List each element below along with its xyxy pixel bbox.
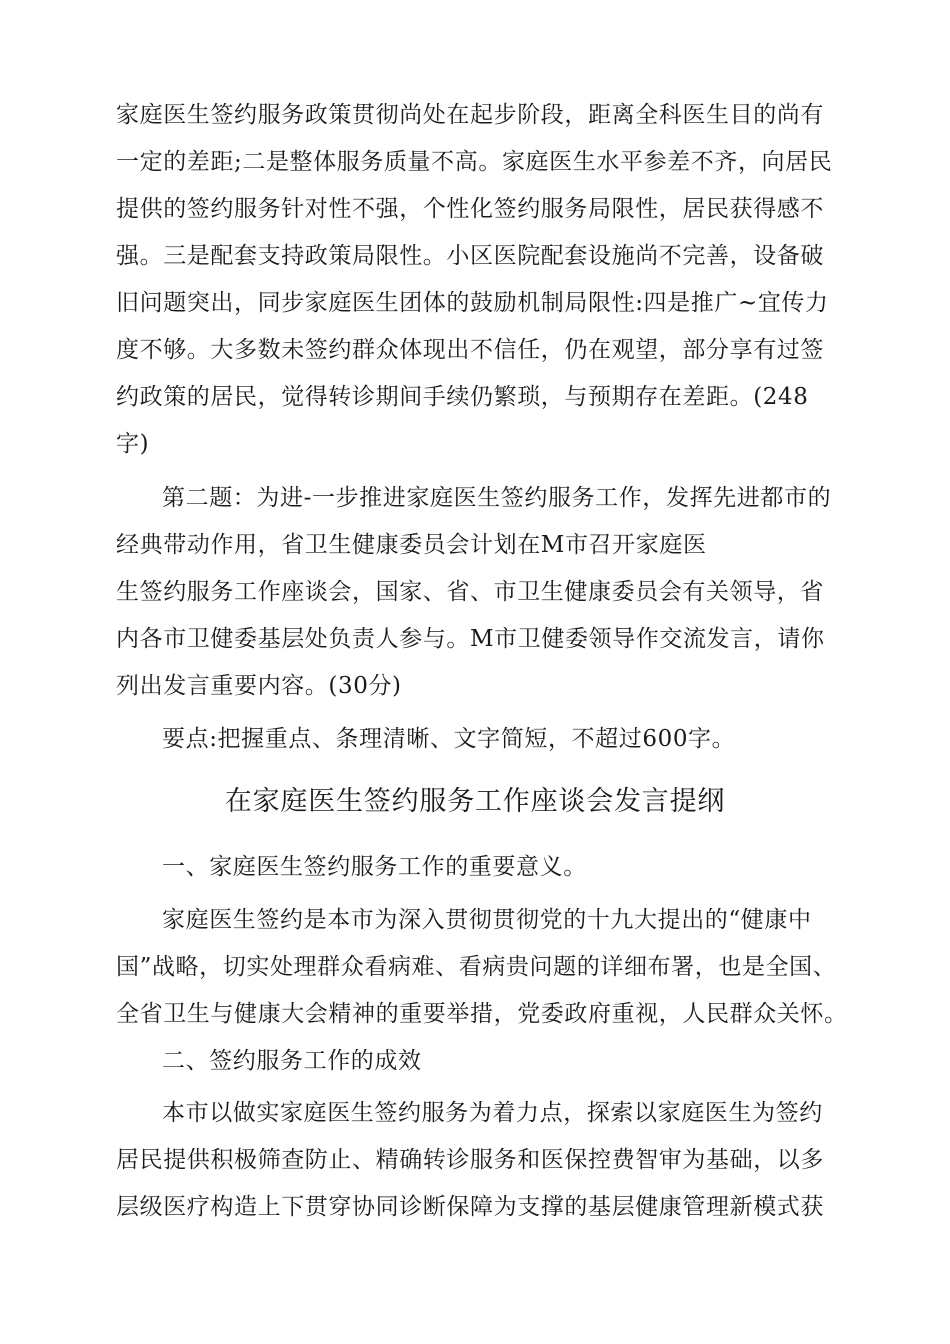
section-line: 家庭医生签约是本市为深入贯彻贯彻党的十九大提出的“健康中 — [162, 907, 812, 933]
page-title: 在家庭医生签约服务工作座谈会发言提纲 — [224, 786, 726, 817]
section-line: 层级医疗构造上下贯穿协同诊断保障为支撑的基层健康管理新模式获 — [116, 1194, 824, 1220]
paragraph-line: 强。三是配套支持政策局限性。小区医院配套设施尚不完善，设备破 — [116, 243, 824, 269]
paragraph-line: 字) — [116, 431, 150, 457]
section-line: 居民提供积极筛查防止、精确转诊服务和医保控费智审为基础，以多 — [116, 1147, 824, 1173]
section-heading: 二、签约服务工作的成效 — [162, 1048, 422, 1074]
paragraph-line: 旧问题突出，同步家庭医生团体的鼓励机制局限性:四是推广~宜传力 — [116, 290, 829, 316]
paragraph-line: 提供的签约服务针对性不强，个性化签约服务局限性，居民获得感不 — [116, 196, 824, 222]
question-line: 第二题：为进-一步推进家庭医生签约服务工作，发挥先进都市的 — [162, 485, 832, 511]
section-heading: 一、家庭医生签约服务工作的重要意义。 — [162, 854, 587, 880]
paragraph-line: 约政策的居民，觉得转诊期间手续仍繁琐，与预期存在差距。(248 — [116, 384, 809, 410]
question-line: 生签约服务工作座谈会，国家、省、市卫生健康委员会有关领导，省 — [116, 579, 824, 605]
question-line: 内各市卫健委基层处负责人参与。M市卫健委领导作交流发言，请你 — [116, 626, 825, 652]
question-line: 列出发言重要内容。(30分) — [116, 673, 402, 699]
section-line: 国”战略，切实处理群众看病难、看病贵问题的详细布署，也是全国、 — [116, 954, 837, 980]
question-line: 经典带动作用，省卫生健康委员会计划在M市召开家庭医 — [116, 532, 707, 558]
section-line: 全省卫生与健康大会精神的重要举措，党委政府重视，人民群众关怀。 — [116, 1001, 848, 1027]
section-line: 本市以做实家庭医生签约服务为着力点，探索以家庭医生为签约 — [162, 1100, 823, 1126]
paragraph-line: 度不够。大多数未签约群众体现出不信任，仍在观望，部分享有过签 — [116, 337, 824, 363]
paragraph-line: 家庭医生签约服务政策贯彻尚处在起步阶段，距离全科医生目的尚有 — [116, 102, 824, 128]
paragraph-line: 一定的差距;二是整体服务质量不高。家庭医生水平参差不齐，向居民 — [116, 149, 833, 175]
requirement-line: 要点:把握重点、条理清晰、文字简短，不超过600字。 — [162, 726, 736, 752]
